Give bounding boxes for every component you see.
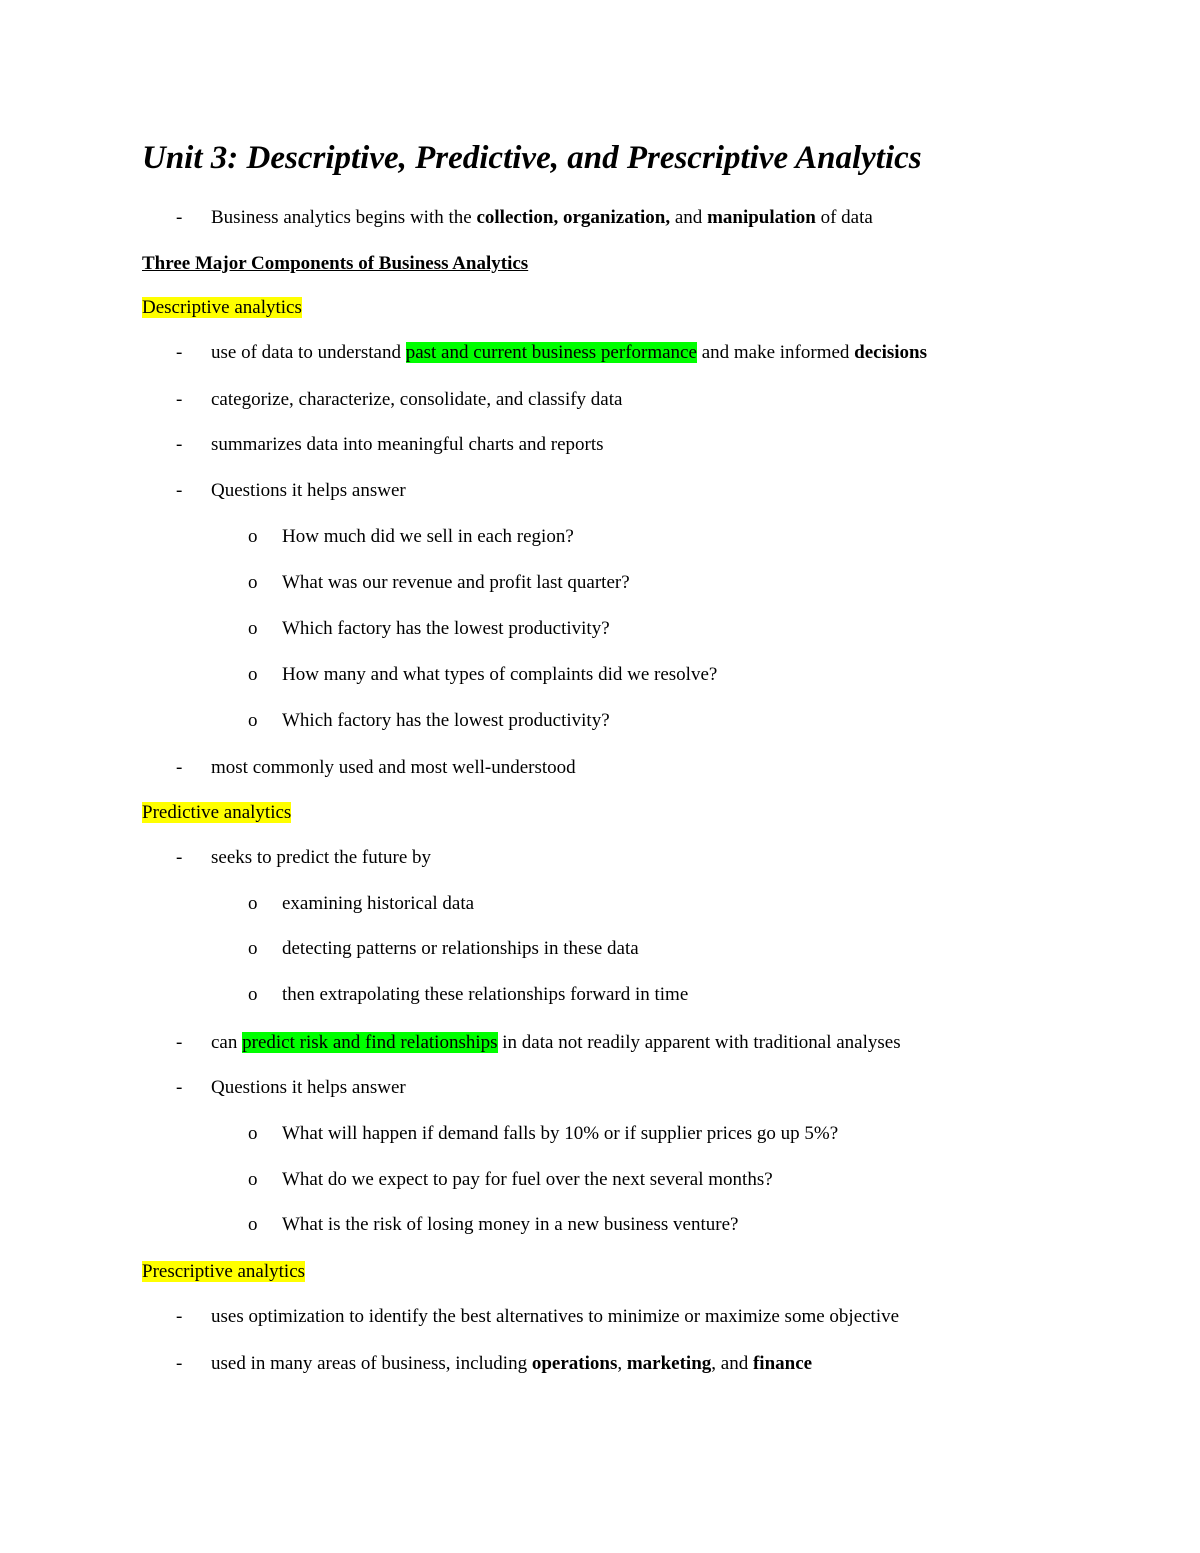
o-bullet: o <box>248 526 258 547</box>
dash-bullet: - <box>176 342 183 363</box>
o-bullet: o <box>248 664 258 685</box>
dash-bullet: - <box>176 1306 183 1327</box>
list-item: used in many areas of business, including operations, marketing, and finance <box>211 1353 813 1374</box>
o-bullet: o <box>248 893 258 914</box>
o-bullet: o <box>248 572 258 593</box>
list-item: most commonly used and most well-understood <box>211 757 576 778</box>
sub-list-item: What do we expect to pay for fuel over the next several months? <box>282 1169 773 1190</box>
sub-list-item: What was our revenue and profit last quarter? <box>282 572 630 593</box>
sub-list-item: What will happen if demand falls by 10% or if supplier prices go up 5%? <box>282 1123 839 1144</box>
list-item: uses optimization to identify the best alternatives to minimize or maximize some objective <box>211 1306 900 1327</box>
sub-list-item: then extrapolating these relationships forward in time <box>282 984 689 1005</box>
sub-list-item: What is the risk of losing money in a new business venture? <box>282 1214 739 1235</box>
page-title: Unit 3: Descriptive, Predictive, and Prescriptive Analytics <box>142 140 922 176</box>
list-item: use of data to understand past and current business performance and make informed decisions <box>211 342 928 363</box>
predictive-heading: Predictive analytics <box>142 802 292 823</box>
list-item: seeks to predict the future by <box>211 847 432 868</box>
dash-bullet: - <box>176 1032 183 1053</box>
list-item: can predict risk and find relationships in data not readily apparent with traditional analyses <box>211 1032 901 1053</box>
sub-list-item: examining historical data <box>282 893 475 914</box>
sub-list-item: How many and what types of complaints did we resolve? <box>282 664 718 685</box>
o-bullet: o <box>248 710 258 731</box>
list-item: Questions it helps answer <box>211 1077 406 1098</box>
descriptive-heading: Descriptive analytics <box>142 297 302 318</box>
dash-bullet: - <box>176 757 183 778</box>
dash-bullet: - <box>176 847 183 868</box>
dash-bullet: - <box>176 1077 183 1098</box>
o-bullet: o <box>248 984 258 1005</box>
list-item: Questions it helps answer <box>211 480 406 501</box>
list-item: categorize, characterize, consolidate, and classify data <box>211 389 623 410</box>
o-bullet: o <box>248 1214 258 1235</box>
sub-list-item: detecting patterns or relationships in these data <box>282 938 639 959</box>
o-bullet: o <box>248 938 258 959</box>
dash-bullet: - <box>176 480 183 501</box>
o-bullet: o <box>248 1123 258 1144</box>
prescriptive-heading: Prescriptive analytics <box>142 1261 306 1282</box>
sub-list-item: How much did we sell in each region? <box>282 526 574 547</box>
section-heading: Three Major Components of Business Analytics <box>142 253 529 274</box>
dash-bullet: - <box>176 1353 183 1374</box>
intro-text: Business analytics begins with the collection, organization, and manipulation of data <box>211 207 873 228</box>
sub-list-item: Which factory has the lowest productivity? <box>282 618 610 639</box>
dash-bullet: - <box>176 207 183 228</box>
sub-list-item: Which factory has the lowest productivity? <box>282 710 610 731</box>
o-bullet: o <box>248 618 258 639</box>
dash-bullet: - <box>176 434 183 455</box>
o-bullet: o <box>248 1169 258 1190</box>
dash-bullet: - <box>176 389 183 410</box>
list-item: summarizes data into meaningful charts and reports <box>211 434 604 455</box>
